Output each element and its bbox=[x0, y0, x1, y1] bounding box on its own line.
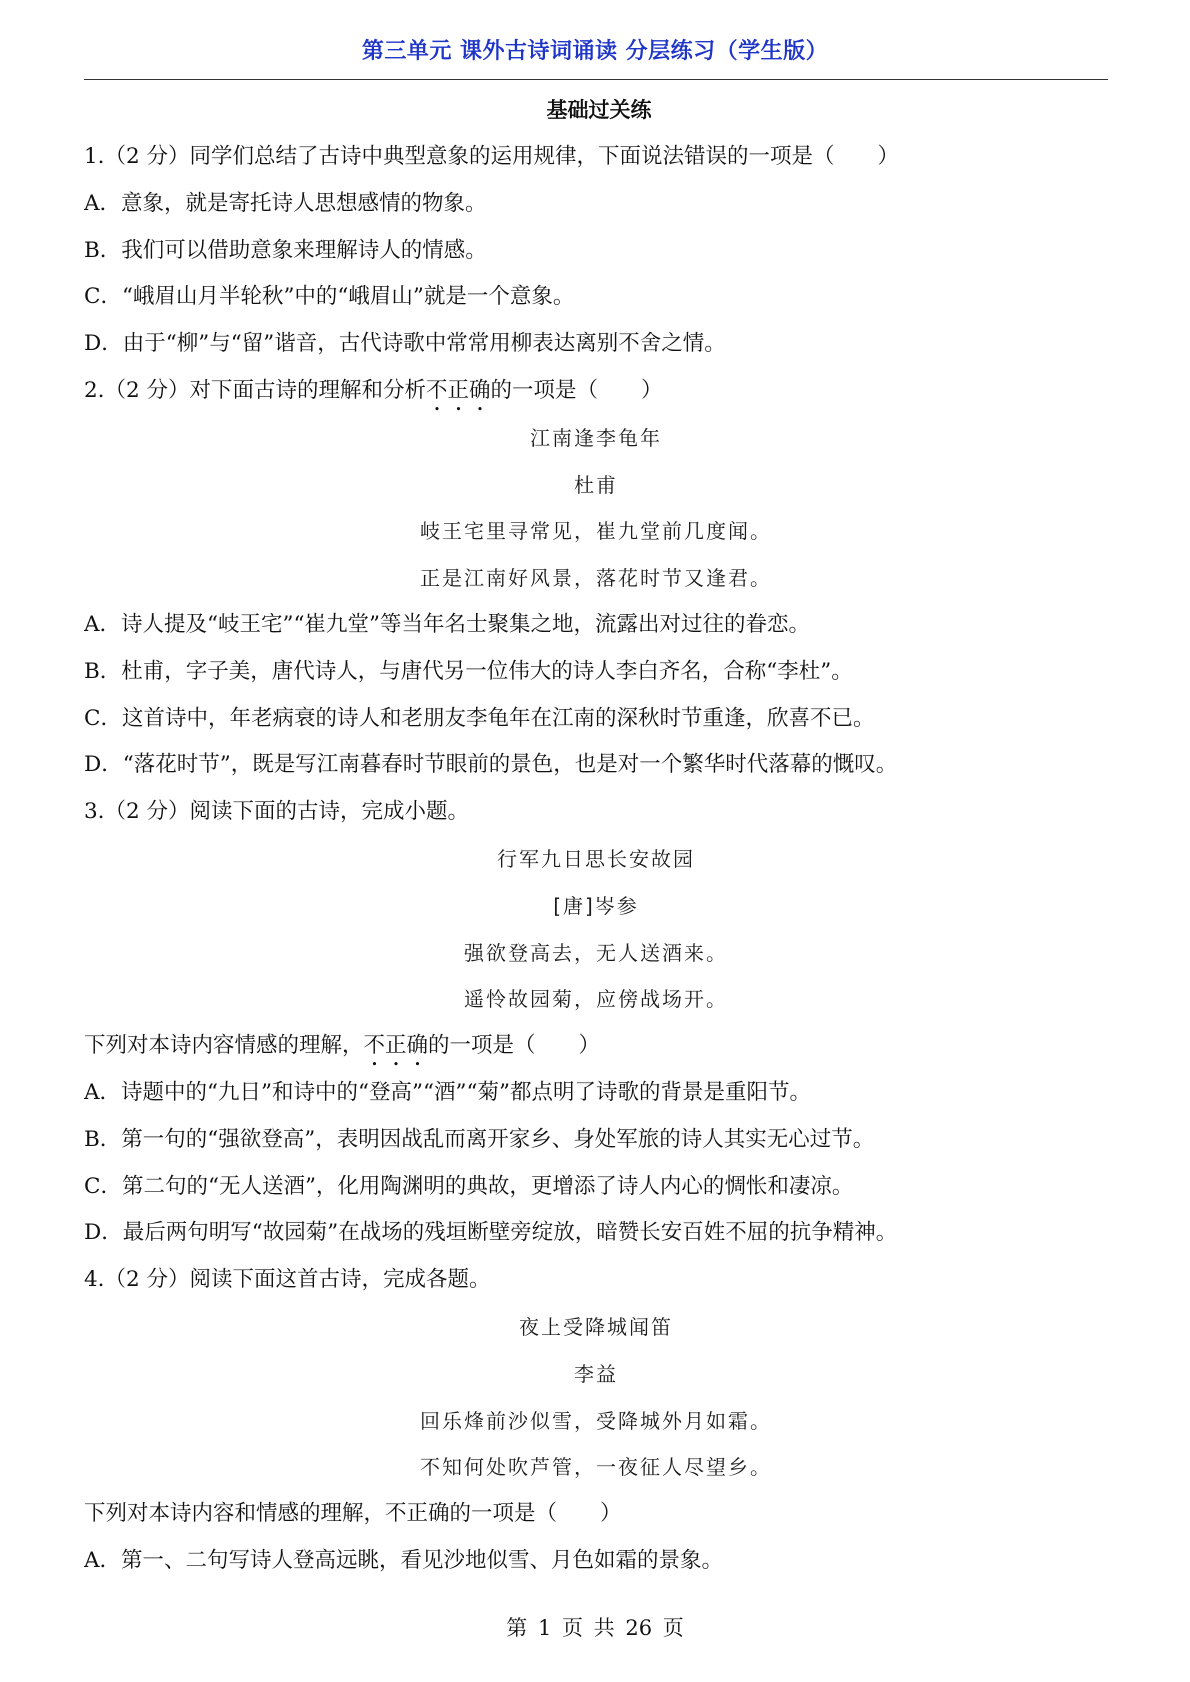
question-3-sub-emphasis: 不正确 bbox=[363, 1033, 429, 1059]
document-body bbox=[84, 88, 1108, 1585]
question-3-sub-stem bbox=[84, 1023, 1108, 1070]
question-4-sub-stem: 下列对本诗内容和情感的理解，不正确的一项是（ ） bbox=[84, 1501, 622, 1527]
page-number-footer: 第 1 页 共 26 页 bbox=[506, 1616, 684, 1640]
poem-4-line-2: 不知何处吹芦管，一夜征人尽望乡。 bbox=[420, 1455, 772, 1480]
question-2-option-c: C．这首诗中，年老病衰的诗人和老朋友李龟年在江南的深秋时节重逢，欣喜不已。 bbox=[84, 705, 875, 731]
question-3-sub-before: 下列对本诗内容情感的理解， bbox=[84, 1033, 364, 1059]
question-4-option-a: A．第一、二句写诗人登高远眺，看见沙地似雪、月色如霜的景象。 bbox=[84, 1547, 724, 1573]
poem-3-title: 行军九日思长安故园 bbox=[497, 846, 695, 871]
question-1-option-c: C．“峨眉山月半轮秋”中的“峨眉山”就是一个意象。 bbox=[84, 284, 575, 310]
poem-3-line-2: 遥怜故园菊，应傍战场开。 bbox=[464, 987, 728, 1012]
poem-2-line-1: 岐王宅里寻常见，崔九堂前几度闻。 bbox=[420, 519, 772, 544]
poem-3-line-1: 强欲登高去，无人送酒来。 bbox=[464, 940, 728, 965]
question-2-stem-after: 的一项是（ ） bbox=[490, 377, 663, 403]
question-3-stem: 3.（2 分）阅读下面的古诗，完成小题。 bbox=[84, 799, 470, 825]
question-2-stem bbox=[84, 368, 1108, 415]
section-title: 基础过关练 bbox=[546, 98, 652, 122]
poem-2-line-2: 正是江南好风景，落花时节又逢君。 bbox=[420, 566, 772, 591]
question-1-option-d: D．由于“柳”与“留”谐音，古代诗歌中常常用柳表达离别不舍之情。 bbox=[84, 331, 726, 357]
question-1-stem: 1.（2 分）同学们总结了古诗中典型意象的运用规律，下面说法错误的一项是（ ） bbox=[84, 144, 900, 169]
poem-4-author: 李益 bbox=[574, 1361, 618, 1386]
question-2-option-a: A．诗人提及“岐王宅”“崔九堂”等当年名士聚集之地，流露出对过往的眷恋。 bbox=[84, 611, 810, 637]
poem-3-author: [唐]岑参 bbox=[553, 893, 639, 918]
question-3-option-d: D．最后两句明写“故园菊”在战场的残垣断壁旁绽放，暗赞长安百姓不屈的抗争精神。 bbox=[84, 1220, 898, 1246]
question-4-stem: 4.（2 分）阅读下面这首古诗，完成各题。 bbox=[84, 1267, 491, 1293]
document-header-title: 第三单元 课外古诗词诵读 分层练习（学生版） bbox=[361, 39, 829, 64]
header-divider bbox=[84, 79, 1108, 80]
question-2-option-b: B．杜甫，字子美，唐代诗人，与唐代另一位伟大的诗人李白齐名，合称“李杜”。 bbox=[84, 658, 853, 684]
question-1-option-b: B．我们可以借助意象来理解诗人的情感。 bbox=[84, 237, 487, 263]
question-3-option-c: C．第二句的“无人送酒”，化用陶渊明的典故，更增添了诗人内心的惆怅和凄凉。 bbox=[84, 1173, 854, 1199]
question-1-option-a: A．意象，就是寄托诗人思想感情的物象。 bbox=[84, 190, 487, 216]
question-3-sub-after: 的一项是（ ） bbox=[428, 1033, 601, 1059]
poem-4-title: 夜上受降城闻笛 bbox=[519, 1314, 673, 1339]
poem-2-title: 江南逢李龟年 bbox=[530, 425, 662, 450]
question-2-option-d: D．“落花时节”，既是写江南暮春时节眼前的景色，也是对一个繁华时代落幕的慨叹。 bbox=[84, 752, 898, 778]
question-3-option-a: A．诗题中的“九日”和诗中的“登高”“酒”“菊”都点明了诗歌的背景是重阳节。 bbox=[84, 1079, 811, 1105]
question-2-stem-before: 2.（2 分）对下面古诗的理解和分析 bbox=[84, 377, 427, 403]
question-2-stem-emphasis: 不正确 bbox=[426, 377, 491, 403]
poem-2-author: 杜甫 bbox=[574, 472, 618, 497]
poem-4-line-1: 回乐烽前沙似雪，受降城外月如霜。 bbox=[420, 1408, 772, 1433]
question-3-option-b: B．第一句的“强欲登高”，表明因战乱而离开家乡、身处军旅的诗人其实无心过节。 bbox=[84, 1126, 875, 1152]
